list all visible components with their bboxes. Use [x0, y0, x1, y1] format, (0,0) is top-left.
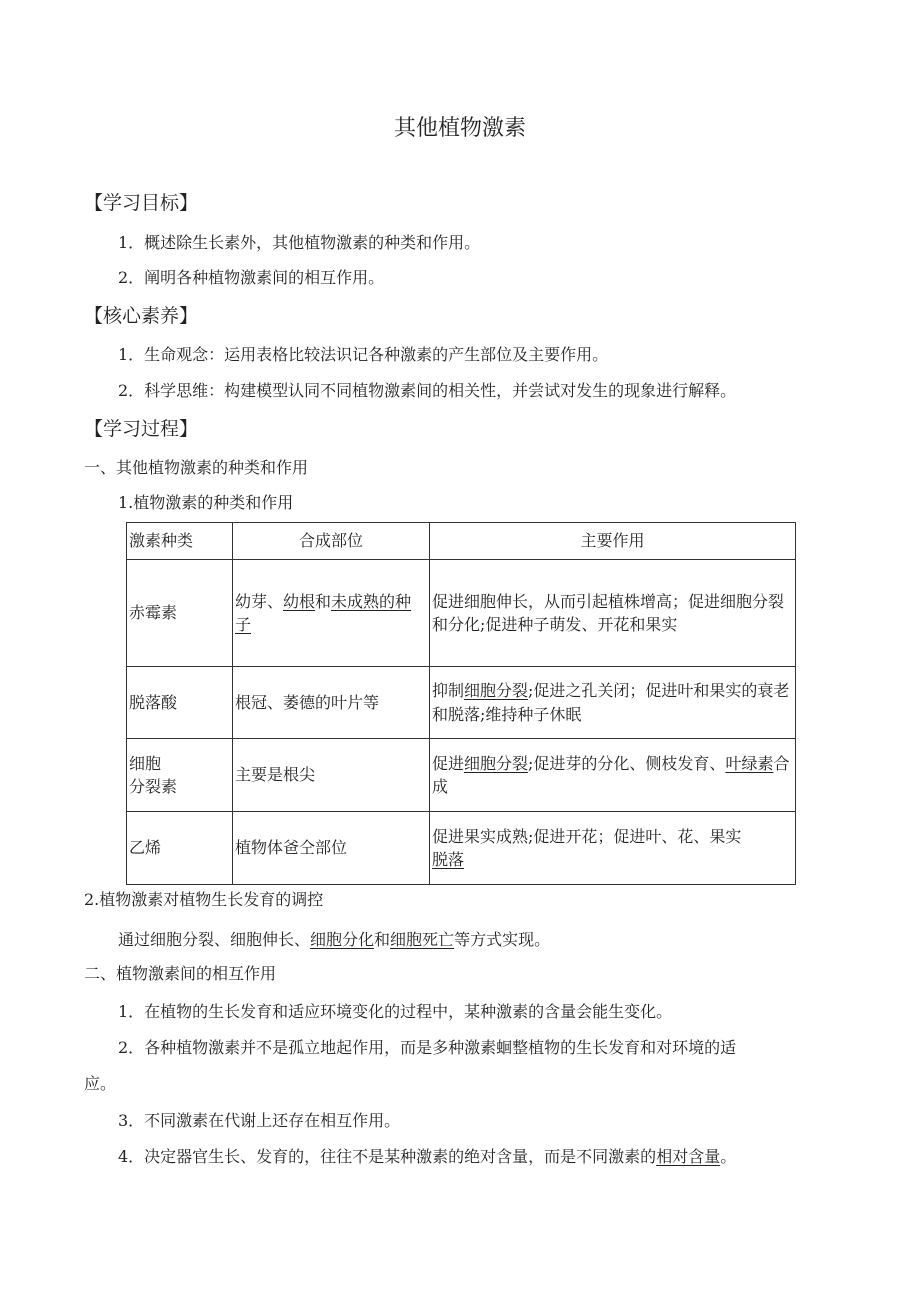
page-title: 其他植物激素 [393, 116, 526, 141]
table-header-cell: 主要作用 [430, 523, 796, 560]
synthesis-site-cell [233, 812, 430, 885]
text-run: 促进细胞伸长，从而引起植株增高；促进细胞分裂和分化;促进种子萌发、开花和果实 [432, 591, 785, 634]
table-header-row [127, 523, 796, 560]
main-effect-cell [430, 739, 796, 812]
goal-item-1: 1．概述除生长素外，其他植物激素的种类和作用。 [118, 233, 481, 252]
text-run: 主要是根尖 [235, 765, 316, 785]
hormone-name-cell: 赤霉素 [127, 560, 233, 667]
part1-sub2-text [118, 930, 550, 949]
underlined-term: 细胞死亡 [390, 930, 455, 949]
table-header-cell: 激素种类 [127, 523, 233, 560]
text-run: 。 [720, 1147, 737, 1166]
part2-item-2: 2．各种植物激素并不是孤立地起作用，而是多种激素蛔整植物的生长发育和对环境的适 [118, 1038, 737, 1057]
table-row [127, 739, 796, 812]
part2-heading: 二、植物激素间的相互作用 [84, 964, 277, 983]
text-run: 促进果实成熟;促进开花；促进叶、花、果实 [432, 826, 742, 846]
table-row [127, 812, 796, 885]
text-run: 抑制 [432, 681, 465, 701]
underlined-term: 细胞分裂 [464, 681, 529, 701]
part2-item-3: 3．不同激素在代谢上还存在相互作用。 [118, 1111, 401, 1130]
text-run: 分裂素 [129, 777, 178, 796]
text-run: 4．决定器官生长、发育的，往往不是某种激素的绝对含量，而是不同激素的 [118, 1147, 657, 1166]
goal-item-2: 2．阐明各种植物激素间的相互作用。 [118, 268, 385, 287]
text-run: 细胞 [129, 753, 162, 773]
main-effect-cell [430, 560, 796, 667]
table-row [127, 667, 796, 739]
underlined-term: 脱落 [432, 850, 465, 869]
text-run: 和 [374, 930, 391, 949]
literacy-item-2: 2．科学思维：构建模型认同不同植物激素间的相关性，并尝试对发生的现象进行解释。 [118, 381, 737, 400]
table-row [127, 560, 796, 667]
text-run: 合成 [432, 753, 790, 796]
text-run: ;促进芽的分化、侧枝发育、 [528, 753, 726, 773]
text-run: ;促进之孔关闭；促进叶和果实的衰老和脱落;维持种子休眠 [432, 681, 790, 724]
underlined-term: 相对含量 [656, 1147, 721, 1166]
text-run: 通过细胞分裂、细胞伸长、 [118, 930, 311, 949]
underlined-term: 细胞分裂 [464, 753, 529, 773]
process-heading: 【学习过程】 [84, 418, 199, 440]
underlined-term: 细胞分化 [310, 930, 375, 949]
part2-item-1: 1．在植物的生长发育和适应环境变化的过程中，某种激素的含量会能生变化。 [118, 1002, 673, 1021]
literacy-item-1: 1．生命观念：运用表格比较法识记各种激素的产生部位及主要作用。 [118, 345, 609, 364]
part1-heading: 一、其他植物激素的种类和作用 [84, 458, 309, 477]
goals-heading: 【学习目标】 [84, 192, 199, 214]
hormone-name-cell: 脱落酸 [127, 667, 233, 739]
main-effect-cell [430, 812, 796, 885]
main-effect-cell [430, 667, 796, 739]
part1-sub2: 2.植物激素对植物生长发育的调控 [84, 890, 324, 909]
text-run: 根冠、萎德的叶片等 [235, 692, 380, 712]
part2-item-2-wrap: 应。 [84, 1074, 117, 1093]
synthesis-site-cell [233, 667, 430, 739]
synthesis-site-cell [233, 560, 430, 667]
literacy-heading: 【核心素养】 [84, 305, 199, 327]
text-run: 和 [315, 591, 332, 611]
part1-sub1: 1.植物激素的种类和作用 [118, 493, 294, 512]
text-run: 等方式实现。 [454, 930, 551, 949]
underlined-term: 幼根 [283, 591, 316, 611]
text-run: 促进 [432, 753, 465, 773]
hormone-name-cell: 乙烯 [127, 812, 233, 885]
underlined-term: 叶绿素 [725, 753, 774, 773]
underlined-term: 未成熟的种子 [235, 591, 412, 634]
table-header-cell: 合成部位 [233, 523, 430, 560]
part2-item-4 [118, 1147, 736, 1166]
hormone-table [126, 522, 796, 885]
text-run: 植物体爸仝部位 [235, 838, 348, 858]
hormone-name-cell [127, 739, 233, 812]
synthesis-site-cell [233, 739, 430, 812]
text-run: 幼芽、 [235, 591, 284, 611]
